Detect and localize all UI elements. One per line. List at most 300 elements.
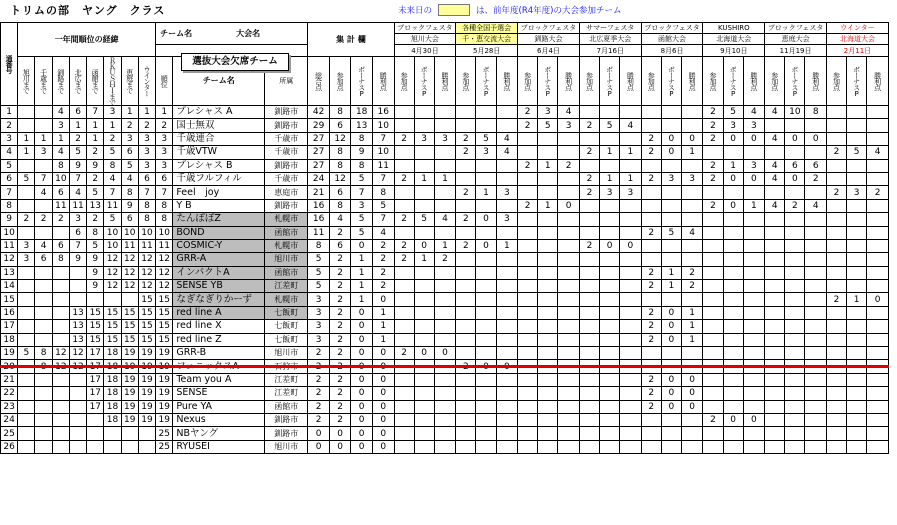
event-value: 3 <box>847 186 867 199</box>
history-rank: 19 <box>138 373 155 386</box>
history-rank: 12 <box>104 253 121 266</box>
history-rank: 18 <box>104 400 121 413</box>
team-name: なぎなぎりかーず <box>173 293 265 306</box>
table-row <box>1 280 889 293</box>
event-value <box>579 427 599 440</box>
event-value <box>826 280 846 293</box>
event-value <box>476 413 496 426</box>
history-rank: 13 <box>69 306 86 319</box>
history-rank: 4 <box>69 186 86 199</box>
event-value <box>600 400 620 413</box>
history-rank: 3 <box>52 119 69 132</box>
event-value <box>703 239 723 252</box>
event-value <box>496 106 518 119</box>
event-value <box>394 186 414 199</box>
event-value: 2 <box>394 239 414 252</box>
event-value: 5 <box>661 226 681 239</box>
event-value <box>414 106 434 119</box>
event-2-col-1: 参加点 <box>456 57 476 106</box>
rank: 1 <box>156 106 173 119</box>
event-value: 0 <box>785 132 805 145</box>
event-8-col-2: ボーナスP <box>847 57 867 106</box>
history-rank <box>52 427 69 440</box>
event-value <box>558 280 580 293</box>
history-rank: 1 <box>69 119 86 132</box>
history-rank: 6 <box>35 253 52 266</box>
history-rank: 8 <box>138 213 155 226</box>
history-rank: 9 <box>69 159 86 172</box>
event-value <box>681 199 703 212</box>
event-value <box>620 347 642 360</box>
event-value <box>826 239 846 252</box>
event-value <box>723 226 743 239</box>
event-value: 8 <box>805 106 827 119</box>
history-rank <box>52 280 69 293</box>
history-rank: 1 <box>138 106 155 119</box>
event-value <box>765 146 785 159</box>
rank: 8 <box>156 213 173 226</box>
history-rank: 1 <box>104 119 121 132</box>
summary-col-1: 総合点 <box>308 57 330 106</box>
event-value <box>847 373 867 386</box>
rank: 11 <box>156 239 173 252</box>
event-value <box>826 266 846 279</box>
event-value <box>867 119 889 132</box>
event-value <box>579 280 599 293</box>
rank: 12 <box>156 266 173 279</box>
history-rank <box>69 293 86 306</box>
event-value: 0 <box>681 132 703 145</box>
event-value <box>641 159 661 172</box>
event-value <box>785 347 805 360</box>
event-value <box>847 159 867 172</box>
event-value <box>743 253 765 266</box>
event-value <box>518 306 538 319</box>
history-rank: 3 <box>138 146 155 159</box>
event-value <box>703 213 723 226</box>
event-value <box>394 440 414 453</box>
event-value <box>414 199 434 212</box>
rank: 25 <box>156 427 173 440</box>
summary-col-3: ボーナスP <box>351 57 373 106</box>
event-value <box>476 253 496 266</box>
event-date-6: 9月10日 <box>703 45 765 57</box>
history-rank <box>18 266 35 279</box>
event-value: 2 <box>434 253 456 266</box>
page-title: トリムの部 ヤング クラス <box>10 4 166 17</box>
event-value <box>826 226 846 239</box>
event-value <box>600 347 620 360</box>
event-value: 1 <box>414 172 434 185</box>
event-value: 2 <box>579 239 599 252</box>
event-value <box>394 333 414 346</box>
history-rank <box>69 373 86 386</box>
event-value <box>538 373 558 386</box>
history-rank: 19 <box>121 373 138 386</box>
event-value: 0 <box>681 387 703 400</box>
event-value <box>723 146 743 159</box>
event-value: 1 <box>681 320 703 333</box>
event-value <box>743 146 765 159</box>
history-rank: 7 <box>87 106 104 119</box>
event-value <box>518 440 538 453</box>
event-value <box>785 186 805 199</box>
event-value <box>805 373 827 386</box>
event-value <box>434 119 456 132</box>
event-value: 4 <box>765 199 785 212</box>
event-value <box>785 400 805 413</box>
event-value: 2 <box>826 293 846 306</box>
history-rank <box>35 427 52 440</box>
history-rank: 9 <box>87 280 104 293</box>
history-rank: 2 <box>87 146 104 159</box>
event-value <box>620 266 642 279</box>
event-value: 4 <box>434 213 456 226</box>
history-rank: 17 <box>87 347 104 360</box>
history-col-8: ウインター <box>138 57 155 106</box>
event-value <box>414 333 434 346</box>
history-rank: 5 <box>87 239 104 252</box>
history-rank: 9 <box>87 253 104 266</box>
table-row <box>1 373 889 386</box>
event-value <box>518 253 538 266</box>
ranking-history-header: 一年間順位の経緯 <box>18 23 156 57</box>
event-value: 3 <box>558 119 580 132</box>
event-value <box>538 293 558 306</box>
history-rank <box>35 266 52 279</box>
event-value <box>847 413 867 426</box>
event-value <box>785 320 805 333</box>
summary-value: 8 <box>329 159 351 172</box>
history-rank: 2 <box>18 213 35 226</box>
event-value: 2 <box>456 132 476 145</box>
event-value <box>496 266 518 279</box>
summary-value: 2 <box>372 239 394 252</box>
serial-number: 22 <box>1 387 18 400</box>
event-value: 2 <box>641 266 661 279</box>
summary-value: 0 <box>351 387 373 400</box>
history-rank <box>52 226 69 239</box>
rank: 19 <box>156 400 173 413</box>
history-rank: 9 <box>69 253 86 266</box>
summary-value: 11 <box>308 226 330 239</box>
history-rank: 2 <box>87 213 104 226</box>
serial-number: 11 <box>1 239 18 252</box>
history-rank: 19 <box>121 413 138 426</box>
summary-value: 2 <box>329 226 351 239</box>
event-2-col-3: 勝利点 <box>496 57 518 106</box>
history-rank <box>18 159 35 172</box>
summary-value: 5 <box>351 226 373 239</box>
event-value <box>765 320 785 333</box>
event-value <box>620 333 642 346</box>
event-value <box>867 172 889 185</box>
history-rank: 7 <box>69 239 86 252</box>
event-value: 0 <box>785 172 805 185</box>
table-row <box>1 440 889 453</box>
history-rank: 11 <box>52 199 69 212</box>
history-rank: 5 <box>121 159 138 172</box>
event-value <box>723 440 743 453</box>
event-value <box>661 213 681 226</box>
event-value: 2 <box>703 132 723 145</box>
event-value: 2 <box>518 106 538 119</box>
event-value <box>867 306 889 319</box>
event-value <box>394 427 414 440</box>
event-value <box>867 373 889 386</box>
event-value <box>434 306 456 319</box>
table-row <box>1 172 889 185</box>
history-rank <box>18 119 35 132</box>
history-rank <box>18 373 35 386</box>
event-value <box>518 387 538 400</box>
serial-number: 16 <box>1 306 18 319</box>
event-value: 0 <box>681 373 703 386</box>
event-value: 2 <box>641 320 661 333</box>
event-value <box>826 159 846 172</box>
event-value <box>496 347 518 360</box>
event-value <box>434 159 456 172</box>
event-value: 5 <box>600 119 620 132</box>
summary-col-4: 勝利点 <box>372 57 394 106</box>
event-value <box>434 199 456 212</box>
event-value <box>805 119 827 132</box>
team-name: SENSE YB <box>173 280 265 293</box>
event-value <box>765 239 785 252</box>
summary-value: 5 <box>308 253 330 266</box>
history-rank <box>52 387 69 400</box>
event-place-4: 北広夏季大会 <box>579 34 641 45</box>
event-value <box>681 293 703 306</box>
event-value <box>703 440 723 453</box>
rank: 2 <box>156 119 173 132</box>
summary-value: 7 <box>372 132 394 145</box>
event-value <box>456 320 476 333</box>
summary-value: 1 <box>351 266 373 279</box>
event-value <box>558 413 580 426</box>
event-value <box>558 266 580 279</box>
event-value <box>826 253 846 266</box>
event-value <box>723 333 743 346</box>
history-rank <box>18 106 35 119</box>
history-rank <box>87 440 104 453</box>
event-value <box>703 347 723 360</box>
event-value: 2 <box>518 199 538 212</box>
event-value <box>579 132 599 145</box>
event-value: 0 <box>434 347 456 360</box>
summary-value: 0 <box>351 306 373 319</box>
event-value: 1 <box>496 239 518 252</box>
event-value: 1 <box>681 333 703 346</box>
event-4-col-3: 勝利点 <box>620 57 642 106</box>
event-value <box>765 119 785 132</box>
event-4-col-2: ボーナスP <box>600 57 620 106</box>
event-value <box>538 347 558 360</box>
event-date-2: 5月28日 <box>456 45 518 57</box>
event-value <box>456 333 476 346</box>
event-value: 2 <box>456 186 476 199</box>
history-rank: 3 <box>18 253 35 266</box>
rank: 3 <box>156 132 173 145</box>
team-name: 千歳VTW <box>173 146 265 159</box>
event-value <box>434 146 456 159</box>
event-value <box>518 132 538 145</box>
history-rank: 8 <box>87 226 104 239</box>
history-rank: 6 <box>138 172 155 185</box>
history-rank <box>87 427 104 440</box>
event-value <box>743 239 765 252</box>
rank: 12 <box>156 253 173 266</box>
event-value <box>538 266 558 279</box>
event-value: 4 <box>681 226 703 239</box>
event-value <box>805 320 827 333</box>
event-value: 4 <box>620 119 642 132</box>
event-1-col-3: 勝利点 <box>434 57 456 106</box>
event-3-col-1: 参加点 <box>518 57 538 106</box>
table-row <box>1 239 889 252</box>
event-value: 4 <box>743 106 765 119</box>
event-value <box>414 159 434 172</box>
history-rank: 4 <box>35 239 52 252</box>
team-name: GRR-B <box>173 347 265 360</box>
event-value: 0 <box>661 146 681 159</box>
event-value <box>805 440 827 453</box>
event-value <box>620 320 642 333</box>
history-rank: 5 <box>18 172 35 185</box>
event-value <box>765 427 785 440</box>
event-value <box>496 320 518 333</box>
event-value <box>518 320 538 333</box>
summary-value: 2 <box>329 373 351 386</box>
event-value <box>785 373 805 386</box>
team-affiliation: 千歳市 <box>265 146 308 159</box>
event-value <box>785 427 805 440</box>
rank: 6 <box>156 172 173 185</box>
event-value <box>681 106 703 119</box>
event-value <box>476 333 496 346</box>
event-value <box>743 266 765 279</box>
summary-value: 11 <box>372 159 394 172</box>
summary-value: 1 <box>351 253 373 266</box>
event-value: 0 <box>661 132 681 145</box>
event-5-col-2: ボーナスP <box>661 57 681 106</box>
history-rank <box>69 413 86 426</box>
event-value <box>765 333 785 346</box>
event-value <box>579 373 599 386</box>
event-value <box>681 186 703 199</box>
event-value <box>661 413 681 426</box>
event-value <box>620 373 642 386</box>
event-value <box>867 253 889 266</box>
event-value <box>579 320 599 333</box>
event-value: 0 <box>558 199 580 212</box>
event-value <box>476 159 496 172</box>
serial-number: 10 <box>1 226 18 239</box>
event-value <box>518 226 538 239</box>
event-value <box>867 213 889 226</box>
summary-value: 29 <box>308 119 330 132</box>
event-value <box>681 239 703 252</box>
event-value <box>743 347 765 360</box>
summary-value: 2 <box>329 293 351 306</box>
event-value <box>826 333 846 346</box>
event-value <box>538 239 558 252</box>
rank: 15 <box>156 320 173 333</box>
event-value <box>434 226 456 239</box>
event-value <box>434 333 456 346</box>
event-value: 2 <box>641 373 661 386</box>
event-value <box>867 266 889 279</box>
event-value <box>558 146 580 159</box>
event-value <box>579 413 599 426</box>
history-rank: 7 <box>138 186 155 199</box>
event-value <box>743 440 765 453</box>
team-name: Pure YA <box>173 400 265 413</box>
history-rank: 15 <box>138 333 155 346</box>
event-value <box>867 280 889 293</box>
history-rank <box>69 440 86 453</box>
event-6-col-1: 参加点 <box>703 57 723 106</box>
history-rank <box>104 440 121 453</box>
event-value: 2 <box>456 146 476 159</box>
event-value: 2 <box>703 106 723 119</box>
event-value <box>661 293 681 306</box>
event-value <box>558 213 580 226</box>
event-value <box>785 440 805 453</box>
event-value <box>785 280 805 293</box>
event-value: 3 <box>476 146 496 159</box>
history-rank <box>18 199 35 212</box>
event-value <box>703 333 723 346</box>
event-value <box>456 226 476 239</box>
history-rank: 18 <box>104 373 121 386</box>
event-name-3: ブロックフェスタ <box>518 23 580 34</box>
event-value <box>518 427 538 440</box>
event-value <box>558 172 580 185</box>
event-value <box>703 186 723 199</box>
event-value <box>620 280 642 293</box>
event-value <box>394 199 414 212</box>
event-value <box>723 373 743 386</box>
history-rank <box>35 306 52 319</box>
event-value: 1 <box>434 172 456 185</box>
history-rank <box>52 440 69 453</box>
event-value <box>641 239 661 252</box>
history-rank <box>69 266 86 279</box>
history-rank: 13 <box>87 199 104 212</box>
event-value <box>558 306 580 319</box>
event-value <box>826 320 846 333</box>
event-6-col-3: 勝利点 <box>743 57 765 106</box>
history-rank: 6 <box>52 239 69 252</box>
team-name: red line Z <box>173 333 265 346</box>
event-value: 1 <box>847 293 867 306</box>
event-value: 0 <box>476 239 496 252</box>
event-value <box>805 293 827 306</box>
event-value <box>765 306 785 319</box>
history-rank <box>121 440 138 453</box>
team-affiliation: 札幌市 <box>265 213 308 226</box>
summary-value: 7 <box>372 213 394 226</box>
event-value: 4 <box>558 106 580 119</box>
event-value <box>765 440 785 453</box>
summary-value: 3 <box>308 306 330 319</box>
event-date-4: 7月16日 <box>579 45 641 57</box>
summary-value: 0 <box>351 239 373 252</box>
history-rank <box>35 413 52 426</box>
event-value: 0 <box>743 172 765 185</box>
event-value <box>703 427 723 440</box>
